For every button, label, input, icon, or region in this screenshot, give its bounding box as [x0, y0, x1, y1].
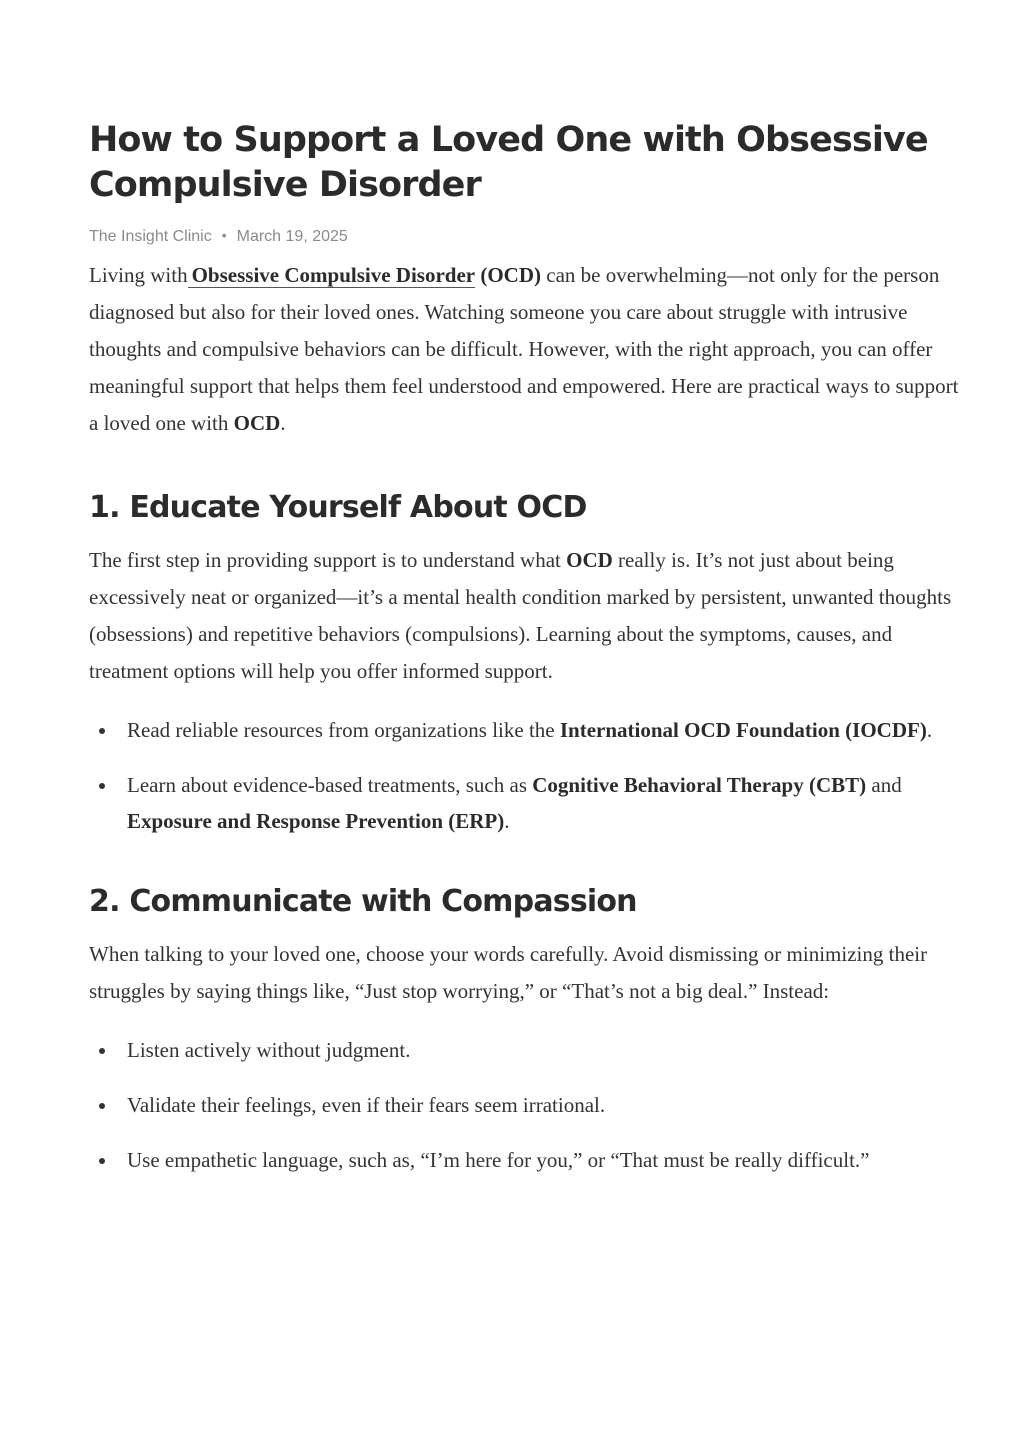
meta-separator: •	[221, 227, 227, 243]
list-item: Validate their feelings, even if their fears seem irrational.	[89, 1087, 959, 1123]
author-name: The Insight Clinic	[89, 228, 212, 245]
intro-paragraph: Living with Obsessive Compulsive Disorder (OCD) can be overwhelming—not only for the person diagnosed but also for their loved ones. Watching someone you care about struggle with intrusive thoughts and compulsive behaviors can be difficult. However, with the right approach, you can offer meaningful support that helps them feel understood and empowered. Here are practical ways to support a loved one with OCD.	[89, 263, 959, 435]
section-1-paragraph: The first step in providing support is to understand what OCD really is. It’s not just about being excessively neat or organized—it’s a mental health condition marked by persistent, unwanted thoughts (obsessions) and repetitive behaviors (compulsions). Learning about the symptoms, causes, and treatment options will help you offer informed support.	[89, 548, 952, 683]
article	[89, 118, 959, 1197]
ocd-link[interactable]: Obsessive Compulsive Disorder	[188, 263, 476, 288]
section-2-paragraph: When talking to your loved one, choose your words carefully. Avoid dismissing or minimizing their struggles by saying things like, “Just stop worrying,” or “That’s not a big deal.” Instead:	[89, 942, 928, 1003]
section-heading-communicate: 2. Communicate with Compassion	[89, 884, 637, 919]
list-item: Learn about evidence-based treatments, such as Cognitive Behavioral Therapy (CBT) and Exposure and Response Prevention (ERP).	[89, 767, 959, 839]
list-item: Use empathetic language, such as, “I’m here for you,” or “That must be really difficult.”	[89, 1142, 959, 1178]
section-heading-educate: 1. Educate Yourself About OCD	[89, 490, 587, 525]
article-meta	[89, 224, 959, 249]
publish-date: March 19, 2025	[236, 228, 348, 245]
section-1-list	[89, 712, 959, 839]
article-title: How to Support a Loved One with Obsessive Compulsive Disorder	[89, 120, 928, 205]
section-2-list	[89, 1032, 959, 1178]
list-item: Read reliable resources from organizations like the International OCD Foundation (IOCDF).	[89, 712, 959, 748]
list-item: Listen actively without judgment.	[89, 1032, 959, 1068]
